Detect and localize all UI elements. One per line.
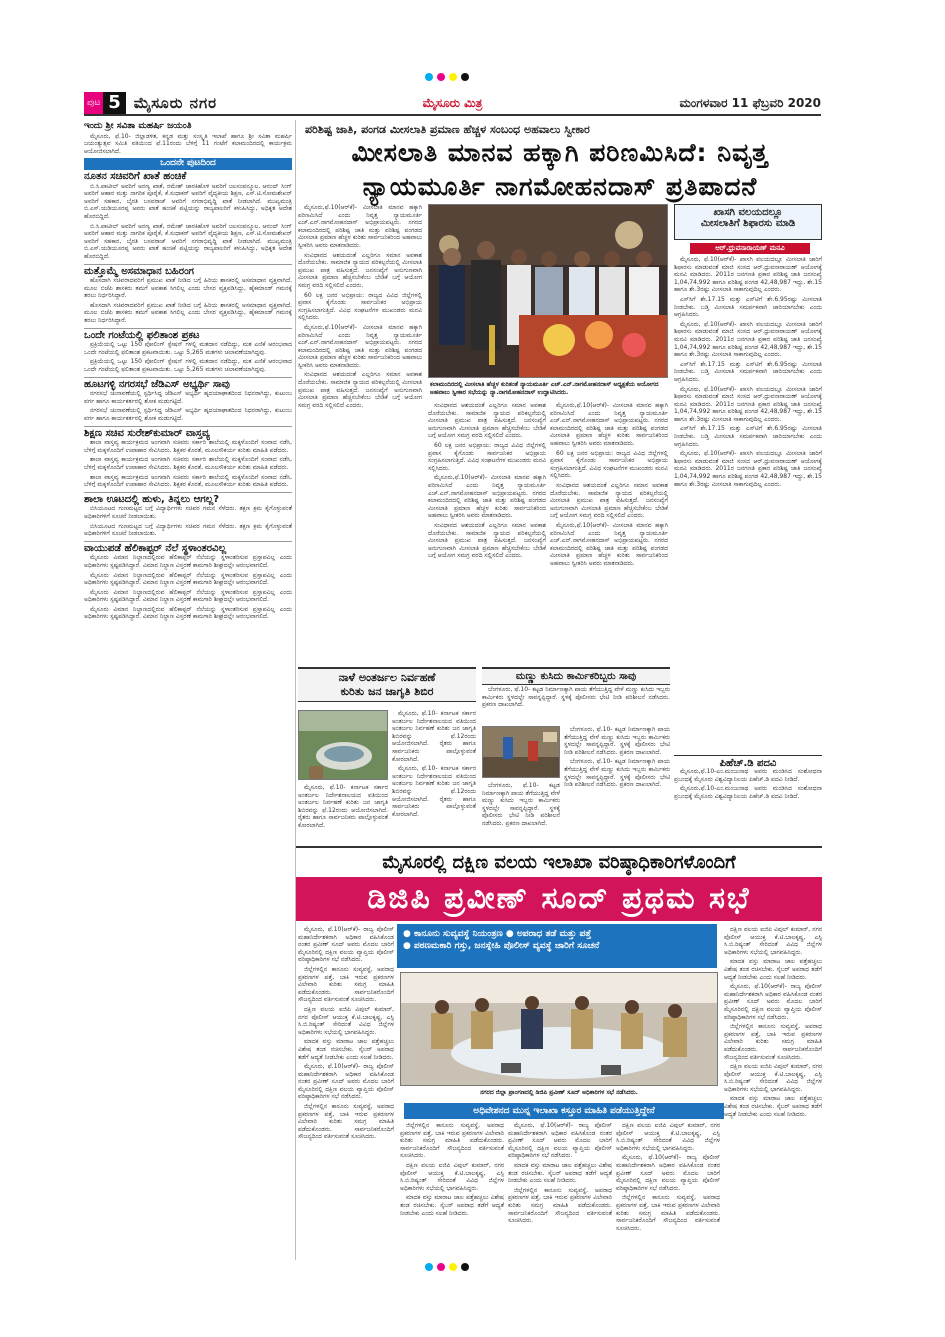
accident-text: ಬೆಂಗಳೂರು, ಫೆ.10- ಕಟ್ಟಡ ನಿರ್ಮಾಣಕ್ಕಾಗಿ ಪಾಯ ತೆಗೆಯುತ್ತಿದ್ದ ವೇಳೆ ಮಣ್ಣು ಕುಸಿದು ಇಬ್ಬರು ಕಾರ್ಮಿಕರು ಸ್ಥಳದಲ್ಲೇ ಸಾವನ್ನಪ್ಪಿದ್ದಾರೆ. ಸ್ಥಳಕ್ಕೆ ಪೊಲೀಸರು ಭೇಟಿ ನೀಡಿ ಪರಿಶೀಲನೆ ನಡೆಸಿದರು. ಪ್ರಕರಣ ದಾಖಲಾಗಿದೆ. — [482, 686, 670, 709]
lead-body: 60 ಲಕ್ಷ ಜನರ ಅಭಿಪ್ರಾಯ: ರಾಜ್ಯದ ವಿವಿಧ ಜಿಲ್ಲೆಗಳಲ್ಲಿ ಪ್ರವಾಸ ಕೈಗೊಂಡು ಸಾರ್ವಜನಿಕರ ಅಭಿಪ್ರಾಯ ಸಂಗ್ರಹಿಸಲಾಗುತ್ತಿದೆ. ವಿವಿಧ ಸಂಘಟನೆಗಳ ಮುಖಂಡರು ಮನವಿ ಸಲ್ಲಿಸಿದರು. — [550, 449, 668, 480]
lead-photo — [428, 204, 668, 378]
story-headline: ಶಿಕ್ಷಣ ಸಚಿವ ಸುರೇಶ್‌ಕುಮಾರ್ ವಾಸ್ತವ್ಯ — [84, 427, 210, 439]
lead-body: ಸಂವಿಧಾನದ ಆಶಯದಂತೆ ಎಲ್ಲರಿಗೂ ಸಮಾನ ಅವಕಾಶ ದೊರೆಯಬೇಕು. ಸಾಮಾಜಿಕ ನ್ಯಾಯದ ಪರಿಕಲ್ಪನೆಯಲ್ಲಿ ಮೀಸಲಾತಿ ಪ್ರಮುಖ ಪಾತ್ರ ವಹಿಸುತ್ತದೆ. ಜನಸಂಖ್ಯೆಗೆ ಅನುಗುಣವಾಗಿ ಮೀಸಲಾತಿ ಪ್ರಮಾಣ ಹೆಚ್ಚಿಸಬೇಕೆಂಬ ಬೇಡಿಕೆ ಬಗ್ಗೆ ಆಯೋಗ ಸಮಗ್ರ ವರದಿ ಸಲ್ಲಿಸಲಿದೆ ಎಂದರು. — [550, 481, 668, 520]
lead-body: 60 ಲಕ್ಷ ಜನರ ಅಭಿಪ್ರಾಯ: ರಾಜ್ಯದ ವಿವಿಧ ಜಿಲ್ಲೆಗಳಲ್ಲಿ ಪ್ರವಾಸ ಕೈಗೊಂಡು ಸಾರ್ವಜನಿಕರ ಅಭಿಪ್ರಾಯ ಸಂಗ್ರಹಿಸಲಾಗುತ್ತಿದೆ. ವಿವಿಧ ಸಂಘಟನೆಗಳ ಮುಖಂಡರು ಮನವಿ ಸಲ್ಲಿಸಿದರು. — [298, 291, 422, 322]
right-body: ಮೈಸೂರು, ಫೆ.10(ಆರ್‌ಕೆ)- ಖಾಸಗಿ ವಲಯದಲ್ಲೂ ಮೀಸಲಾತಿ ಜಾರಿಗೆ ಶಿಫಾರಸು ಮಾಡುವಂತೆ ಮಾಜಿ ಸಂಸದ ಆರ್.ಧ್ರುವನಾರಾಯಣ್ ಆಯೋಗಕ್ಕೆ ಮನವಿ ಮಾಡಿದರು. 2011ರ ಜನಗಣತಿ ಪ್ರಕಾರ ಪರಿಶಿಷ್ಟ ಜಾತಿ ಜನಸಂಖ್ಯೆ 1,04,74,992 ಹಾಗೂ ಪರಿಶಿಷ್ಟ ಪಂಗಡ 42,48,987 ಇದ್ದು, ಶೇ.15 ಹಾಗೂ ಶೇ.3ರಷ್ಟು ಮೀಸಲಾತಿ ಸಾಕಾಗುವುದಿಲ್ಲ ಎಂದರು. — [674, 256, 822, 294]
story-body: ಪ್ರಕ್ರಿಯೆಯಲ್ಲಿ ಒಟ್ಟು 150 ಪೋಲಿಂಗ್ ಸ್ಟೇಷನ್ ಗಳಲ್ಲಿ ಮತದಾನ ನಡೆದಿದ್ದು, ಮತ ಎಣಿಕೆ ಆರಂಭವಾದ ಒಂದೇ ಗಂಟೆಯಲ್ಲಿ ಫಲಿತಾಂಶ ಪ್ರಕಟವಾಯಿತು. ಒಟ್ಟು 5,265 ಮತಗಳು ಚಲಾವಣೆಯಾಗಿದ್ದವು. — [84, 358, 292, 374]
dgp-text: ದಕ್ಷಿಣ ವಲಯ ಐಜಿಪಿ ವಿಪುಲ್ ಕುಮಾರ್, ನಗರ ಪೊಲೀಸ್ ಆಯುಕ್ತ ಕೆ.ಟಿ.ಬಾಲಕೃಷ್ಣ, ಎಸ್ಪಿ ಸಿ.ಬಿ.ರಿಷ್ಯಂತ್ ಸೇರಿದಂತೆ ವಿವಿಧ ಜಿಲ್ಲೆಗಳ ಅಧಿಕಾರಿಗಳು ಸಭೆಯಲ್ಲಿ ಭಾಗವಹಿಸಿದ್ದರು. — [616, 1122, 720, 1152]
workshop-body-2 — [298, 784, 388, 842]
right-body: ಮೈಸೂರು, ಫೆ.10(ಆರ್‌ಕೆ)- ಖಾಸಗಿ ವಲಯದಲ್ಲೂ ಮೀಸಲಾತಿ ಜಾರಿಗೆ ಶಿಫಾರಸು ಮಾಡುವಂತೆ ಮಾಜಿ ಸಂಸದ ಆರ್.ಧ್ರುವನಾರಾಯಣ್ ಆಯೋಗಕ್ಕೆ ಮನವಿ ಮಾಡಿದರು. 2011ರ ಜನಗಣತಿ ಪ್ರಕಾರ ಪರಿಶಿಷ್ಟ ಜಾತಿ ಜನಸಂಖ್ಯೆ 1,04,74,992 ಹಾಗೂ ಪರಿಶಿಷ್ಟ ಪಂಗಡ 42,48,987 ಇದ್ದು, ಶೇ.15 ಹಾಗೂ ಶೇ.3ರಷ್ಟು ಮೀಸಲಾತಿ ಸಾಕಾಗುವುದಿಲ್ಲ ಎಂದರು. — [674, 320, 822, 359]
dgp-body-mid2 — [508, 1122, 612, 1260]
byline: ಆರ್.ಧ್ರುವನಾರಾಯಣ್ ಮನವಿ — [690, 243, 810, 254]
right-body: ಮೈಸೂರು, ಫೆ.10(ಆರ್‌ಕೆ)- ಖಾಸಗಿ ವಲಯದಲ್ಲೂ ಮೀಸಲಾತಿ ಜಾರಿಗೆ ಶಿಫಾರಸು ಮಾಡುವಂತೆ ಮಾಜಿ ಸಂಸದ ಆರ್.ಧ್ರುವನಾರಾಯಣ್ ಆಯೋಗಕ್ಕೆ ಮನವಿ ಮಾಡಿದರು. 2011ರ ಜನಗಣತಿ ಪ್ರಕಾರ ಪರಿಶಿಷ್ಟ ಜಾತಿ ಜನಸಂಖ್ಯೆ 1,04,74,992 ಹಾಗೂ ಪರಿಶಿಷ್ಟ ಪಂಗಡ 42,48,987 ಇದ್ದು, ಶೇ.15 ಹಾಗೂ ಶೇ.3ರಷ್ಟು ಮೀಸಲಾತಿ ಸಾಕಾಗುವುದಿಲ್ಲ ಎಂದರು. — [674, 385, 822, 423]
accident-headline: ಮಣ್ಣು ಕುಸಿದು ಕಾರ್ಮಿಕರಿಬ್ಬರು ಸಾವು — [482, 667, 670, 685]
page-number: 5 — [103, 92, 126, 114]
story-body: ನಗರಸಭೆ ಚುನಾವಣೆಯಲ್ಲಿ ಸ್ಪರ್ಧಿಸಿದ್ದ ಜೆಡಿಎಸ್ ಅಭ್ಯರ್ಥಿ ಹೃದಯಾಘಾತದಿಂದ ನಿಧನರಾಗಿದ್ದು, ಕುಟುಂಬ ವರ್ಗ ಹಾಗೂ ಕಾರ್ಯಕರ್ತರಲ್ಲಿ ಶೋಕ ಮಡುಗಟ್ಟಿದೆ. — [84, 407, 292, 422]
lead-body-column-2 — [428, 402, 546, 664]
dgp-body-mid1 — [400, 1122, 504, 1260]
dgp-text: ಮಾದಕ ವಸ್ತು ಮಾರಾಟ ಜಾಲ ಪತ್ತೆಹಚ್ಚಲು ವಿಶೇಷ ತಂಡ ರಚಿಸಬೇಕು. ಸೈಬರ್ ಅಪರಾಧ ತಡೆಗೆ ಆದ್ಯತೆ ನೀಡಬೇಕು ಎಂದು ಸಲಹೆ ನೀಡಿದರು. — [400, 1194, 504, 1217]
newspaper-name: ಮೈಸೂರು ಮಿತ್ರ — [422, 95, 483, 110]
lead-headline-line1: ಮೀಸಲಾತಿ ಮಾನವ ಹಕ್ಕಾಗಿ ಪರಿಣಮಿಸಿದೆ: ನಿವೃತ್ತ — [351, 138, 769, 167]
story-headline: ಹೂಟಗಳ್ಳಿ ನಗರಸಭೆ ಜೆಡಿಎಸ್ ಅಭ್ಯರ್ಥಿ ಸಾವು — [84, 378, 230, 390]
story-body: ಶಾಲಾ ವಾಸ್ತವ್ಯ ಕಾರ್ಯಕ್ರಮದ ಅಂಗವಾಗಿ ಸಚಿವರು ಸರ್ಕಾರಿ ಶಾಲೆಯಲ್ಲಿ ಮಕ್ಕಳೊಂದಿಗೆ ಸಂವಾದ ನಡೆಸಿ, ಬೆಳಿಗ್ಗೆ ಮಕ್ಕಳೊಂದಿಗೆ ಉಪಾಹಾರ ಸೇವಿಸಿದರು. ಶಿಕ್ಷಕರ ಕೊರತೆ, ಮೂಲಸೌಕರ್ಯ ಕುರಿತು ಮಾಹಿತಿ ಪಡೆದರು. — [84, 439, 292, 454]
phd-body — [674, 768, 822, 840]
story-headline: ವಾಯುಪಡೆ ಹೆಲಿಕಾಪ್ಟರ್ ನೆಲೆ ಸ್ಥಳಾಂತರವಿಲ್ಲ — [84, 542, 227, 554]
dgp-text: ದಕ್ಷಿಣ ವಲಯ ಐಜಿಪಿ ವಿಪುಲ್ ಕುಮಾರ್, ನಗರ ಪೊಲೀಸ್ ಆಯುಕ್ತ ಕೆ.ಟಿ.ಬಾಲಕೃಷ್ಣ, ಎಸ್ಪಿ ಸಿ.ಬಿ.ರಿಷ್ಯಂತ್ ಸೇರಿದಂತೆ ವಿವಿಧ ಜಿಲ್ಲೆಗಳ ಅಧಿಕಾರಿಗಳು ಸಭೆಯಲ್ಲಿ ಭಾಗವಹಿಸಿದ್ದರು. — [298, 1005, 394, 1036]
story-body: ಶಾಲಾ ವಾಸ್ತವ್ಯ ಕಾರ್ಯಕ್ರಮದ ಅಂಗವಾಗಿ ಸಚಿವರು ಸರ್ಕಾರಿ ಶಾಲೆಯಲ್ಲಿ ಮಕ್ಕಳೊಂದಿಗೆ ಸಂವಾದ ನಡೆಸಿ, ಬೆಳಿಗ್ಗೆ ಮಕ್ಕಳೊಂದಿಗೆ ಉಪಾಹಾರ ಸೇವಿಸಿದರು. ಶಿಕ್ಷಕರ ಕೊರತೆ, ಮೂಲಸೌಕರ್ಯ ಕುರಿತು ಮಾಹಿತಿ ಪಡೆದರು. — [84, 456, 292, 471]
story-body: ಮೈಸೂರು ವಿಮಾನ ನಿಲ್ದಾಣದಲ್ಲಿರುವ ಹೆಲಿಕಾಪ್ಟರ್ ನೆಲೆಯನ್ನು ಸ್ಥಳಾಂತರಿಸುವ ಪ್ರಸ್ತಾಪವಿಲ್ಲ ಎಂದು ಅಧಿಕಾರಿಗಳು ಸ್ಪಷ್ಟಪಡಿಸಿದ್ದಾರೆ. ವಿಮಾನ ನಿಲ್ದಾಣ ವಿಸ್ತರಣೆ ಕಾಮಗಾರಿ ಶೀಘ್ರದಲ್ಲೇ ಆರಂಭವಾಗಲಿದೆ. — [84, 571, 292, 587]
lead-photo-caption: ಕಲಾಮಂದಿರದಲ್ಲಿ ಮೀಸಲಾತಿ ಹೆಚ್ಚಳ ಕುರಿತಂತೆ ನ್ಯಾಯಮೂರ್ತಿ ಎಚ್.ಎನ್.ನಾಗಮೋಹನದಾಸ್ ಅಧ್ಯಕ್ಷತೆಯ ಆಯೋಗದ ಅಹವಾಲು ಸ್ವೀಕಾರ ಸಭೆಯನ್ನು ನ್ಯಾ.ನಾಗಮೋಹನದಾಸ್ ಉದ್ಘಾಟಿಸಿದರು. — [430, 381, 659, 396]
dgp-text: ಮೈಸೂರು, ಫೆ.10(ಆರ್‌ಕೆ)- ರಾಜ್ಯ ಪೊಲೀಸ್ ಮಹಾನಿರ್ದೇಶಕರಾಗಿ ಅಧಿಕಾರ ವಹಿಸಿಕೊಂಡ ನಂತರ ಪ್ರವೀಣ್ ಸೂದ್ ಅವರು ಮೊದಲ ಬಾರಿಗೆ ಮೈಸೂರಿನಲ್ಲಿ ದಕ್ಷಿಣ ವಲಯ ವ್ಯಾಪ್ತಿಯ ಪೊಲೀಸ್ ವರಿಷ್ಠಾಧಿಕಾರಿಗಳ ಸಭೆ ನಡೆಸಿದರು. — [508, 1122, 612, 1160]
right-body: ಮೈಸೂರು, ಫೆ.10(ಆರ್‌ಕೆ)- ಖಾಸಗಿ ವಲಯದಲ್ಲೂ ಮೀಸಲಾತಿ ಜಾರಿಗೆ ಶಿಫಾರಸು ಮಾಡುವಂತೆ ಮಾಜಿ ಸಂಸದ ಆರ್.ಧ್ರುವನಾರಾಯಣ್ ಆಯೋಗಕ್ಕೆ ಮನವಿ ಮಾಡಿದರು. 2011ರ ಜನಗಣತಿ ಪ್ರಕಾರ ಪರಿಶಿಷ್ಟ ಜಾತಿ ಜನಸಂಖ್ಯೆ 1,04,74,992 ಹಾಗೂ ಪರಿಶಿಷ್ಟ ಪಂಗಡ 42,48,987 ಇದ್ದು, ಶೇ.15 ಹಾಗೂ ಶೇ.3ರಷ್ಟು ಮೀಸಲಾತಿ ಸಾಕಾಗುವುದಿಲ್ಲ ಎಂದರು. — [674, 450, 822, 488]
headline-line: ಖಾಸಗಿ ವಲಯದಲ್ಲೂ — [713, 207, 783, 218]
story-body: ಶಾಲಾ ವಾಸ್ತವ್ಯ ಕಾರ್ಯಕ್ರಮದ ಅಂಗವಾಗಿ ಸಚಿವರು ಸರ್ಕಾರಿ ಶಾಲೆಯಲ್ಲಿ ಮಕ್ಕಳೊಂದಿಗೆ ಸಂವಾದ ನಡೆಸಿ, ಬೆಳಿಗ್ಗೆ ಮಕ್ಕಳೊಂದಿಗೆ ಉಪಾಹಾರ ಸೇವಿಸಿದರು. ಶಿಕ್ಷಕರ ಕೊರತೆ, ಮೂಲಸೌಕರ್ಯ ಕುರಿತು ಮಾಹಿತಿ ಪಡೆದರು. — [84, 473, 292, 489]
story-headline: ನೂತನ ಸಚಿವರಿಗೆ ಖಾತೆ ಹಂಚಿಕೆ — [84, 170, 187, 182]
dgp-text: ಮಾದಕ ವಸ್ತು ಮಾರಾಟ ಜಾಲ ಪತ್ತೆಹಚ್ಚಲು ವಿಶೇಷ ತಂಡ ರಚಿಸಬೇಕು. ಸೈಬರ್ ಅಪರಾಧ ತಡೆಗೆ ಆದ್ಯತೆ ನೀಡಬೇಕು ಎಂದು ಸಲಹೆ ನೀಡಿದರು. — [724, 1095, 822, 1118]
private-sector-reservation-headline — [674, 204, 822, 240]
story-body: ಹೊಸದಾಗಿ ಸಚಿವರಾದವರಿಗೆ ಪ್ರಮುಖ ಖಾತೆ ನೀಡಿದ ಬಗ್ಗೆ ಹಿರಿಯ ಶಾಸಕರಲ್ಲಿ ಅಸಮಾಧಾನ ವ್ಯಕ್ತವಾಗಿದೆ. ಮೂಲ ಬಿಜೆಪಿ ಶಾಸಕರು ತಮಗೆ ಅವಕಾಶ ಸಿಗಲಿಲ್ಲ ಎಂದು ಬೇಸರ ವ್ಯಕ್ತಪಡಿಸಿದ್ದು, ಹೈಕಮಾಂಡ್ ಗಮನಕ್ಕೆ ತರಲು ನಿರ್ಧರಿಸಿದ್ದಾರೆ. — [84, 301, 292, 325]
dgp-text: ಜಿಲ್ಲೆಗಳಲ್ಲಿನ ಕಾನೂನು ಸುವ್ಯವಸ್ಥೆ, ಅಪರಾಧ ಪ್ರಕರಣಗಳ ಪತ್ತೆ, ಬಾಕಿ ಇರುವ ಪ್ರಕರಣಗಳ ವಿಲೇವಾರಿ ಕುರಿತು ಸಮಗ್ರ ಮಾಹಿತಿ ಪಡೆದುಕೊಂಡರು. ಸಾರ್ವಜನಿಕರೊಂದಿಗೆ ಸೌಜನ್ಯದಿಂದ ವರ್ತಿಸುವಂತೆ ಸೂಚಿಸಿದರು. — [400, 1122, 504, 1160]
dgp-text: ಮಾದಕ ವಸ್ತು ಮಾರಾಟ ಜಾಲ ಪತ್ತೆಹಚ್ಚಲು ವಿಶೇಷ ತಂಡ ರಚಿಸಬೇಕು. ಸೈಬರ್ ಅಪರಾಧ ತಡೆಗೆ ಆದ್ಯತೆ ನೀಡಬೇಕು ಎಂದು ಸಲಹೆ ನೀಡಿದರು. — [508, 1161, 612, 1185]
workshop-photo — [298, 710, 388, 780]
dgp-text: ಜಿಲ್ಲೆಗಳಲ್ಲಿನ ಕಾನೂನು ಸುವ್ಯವಸ್ಥೆ, ಅಪರಾಧ ಪ್ರಕರಣಗಳ ಪತ್ತೆ, ಬಾಕಿ ಇರುವ ಪ್ರಕರಣಗಳ ವಿಲೇವಾರಿ ಕುರಿತು ಸಮಗ್ರ ಮಾಹಿತಿ ಪಡೆದುಕೊಂಡರು. ಸಾರ್ವಜನಿಕರೊಂದಿಗೆ ಸೌಜನ್ಯದಿಂದ ವರ್ತಿಸುವಂತೆ ಸೂಚಿಸಿದರು. — [724, 1023, 822, 1061]
dgp-text: ಜಿಲ್ಲೆಗಳಲ್ಲಿನ ಕಾನೂನು ಸುವ್ಯವಸ್ಥೆ, ಅಪರಾಧ ಪ್ರಕರಣಗಳ ಪತ್ತೆ, ಬಾಕಿ ಇರುವ ಪ್ರಕರಣಗಳ ವಿಲೇವಾರಿ ಕುರಿತು ಸಮಗ್ರ ಮಾಹಿತಿ ಪಡೆದುಕೊಂಡರು. ಸಾರ್ವಜನಿಕರೊಂದಿಗೆ ಸೌಜನ್ಯದಿಂದ ವರ್ತಿಸುವಂತೆ ಸೂಚಿಸಿದರು. — [298, 965, 394, 1004]
registration-mark-bottom — [425, 1263, 469, 1271]
headline-line: ಕುರಿತು ಜನ ಜಾಗೃತಿ ಶಿಬಿರ — [340, 685, 434, 698]
accident-body-3 — [482, 782, 560, 842]
story-headline: ಶಾಲಾ ಊಟದಲ್ಲಿ ಹುಳು, ತಿನ್ನಲು ಆಗಲ್ಲ? — [84, 493, 220, 505]
page-word: ಪುಟ — [84, 92, 103, 114]
dgp-meeting-photo — [400, 972, 718, 1086]
jayanthi-headline: ಇಂದು ಶ್ರೀ ಸವಿತಾ ಮಹರ್ಷಿ ಜಯಂತಿ — [84, 121, 192, 131]
lead-body: ಮೈಸೂರು,ಫೆ.10(ಆರ್‌ಕೆ)- ಮೀಸಲಾತಿ ಮಾನವ ಹಕ್ಕಾಗಿ ಪರಿಣಮಿಸಿದೆ ಎಂದು ನಿವೃತ್ತ ನ್ಯಾಯಮೂರ್ತಿ ಎಚ್.ಎನ್.ನಾಗಮೋಹನದಾಸ್ ಅಭಿಪ್ರಾಯಪಟ್ಟರು. ನಗರದ ಕಲಾಮಂದಿರದಲ್ಲಿ ಪರಿಶಿಷ್ಟ ಜಾತಿ ಮತ್ತು ಪರಿಶಿಷ್ಟ ಪಂಗಡದ ಮೀಸಲಾತಿ ಪ್ರಮಾಣ ಹೆಚ್ಚಳ ಕುರಿತು ಸಾರ್ವಜನಿಕರಿಂದ ಅಹವಾಲು ಸ್ವೀಕರಿಸಿ ಅವರು ಮಾತನಾಡಿದರು. — [298, 323, 422, 369]
story-body: ಬಿಸಿಯೂಟದ ಗುಣಮಟ್ಟದ ಬಗ್ಗೆ ವಿದ್ಯಾರ್ಥಿಗಳು ಸಚಿವರ ಗಮನ ಸೆಳೆದರು. ತಕ್ಷಣ ಕ್ರಮ ಕೈಗೊಳ್ಳುವಂತೆ ಅಧಿಕಾರಿಗಳಿಗೆ ಸೂಚನೆ ನೀಡಲಾಯಿತು. — [84, 522, 292, 538]
dgp-strip: ಅಧಿವೇಶನದ ಮುನ್ನ ಇಲಾಖಾ ಕಸ್ತೂರ ಮಾಹಿತಿ ಪಡೆಯುತ್ತಿದ್ದೇನೆ — [404, 1103, 724, 1119]
lead-body: ಸಂವಿಧಾನದ ಆಶಯದಂತೆ ಎಲ್ಲರಿಗೂ ಸಮಾನ ಅವಕಾಶ ದೊರೆಯಬೇಕು. ಸಾಮಾಜಿಕ ನ್ಯಾಯದ ಪರಿಕಲ್ಪನೆಯಲ್ಲಿ ಮೀಸಲಾತಿ ಪ್ರಮುಖ ಪಾತ್ರ ವಹಿಸುತ್ತದೆ. ಜನಸಂಖ್ಯೆಗೆ ಅನುಗುಣವಾಗಿ ಮೀಸಲಾತಿ ಪ್ರಮಾಣ ಹೆಚ್ಚಿಸಬೇಕೆಂಬ ಬೇಡಿಕೆ ಬಗ್ಗೆ ಆಯೋಗ ಸಮಗ್ರ ವರದಿ ಸಲ್ಲಿಸಲಿದೆ ಎಂದರು. — [428, 521, 546, 560]
lead-body: ಮೈಸೂರು,ಫೆ.10(ಆರ್‌ಕೆ)- ಮೀಸಲಾತಿ ಮಾನವ ಹಕ್ಕಾಗಿ ಪರಿಣಮಿಸಿದೆ ಎಂದು ನಿವೃತ್ತ ನ್ಯಾಯಮೂರ್ತಿ ಎಚ್.ಎನ್.ನಾಗಮೋಹನದಾಸ್ ಅಭಿಪ್ರಾಯಪಟ್ಟರು. ನಗರದ ಕಲಾಮಂದಿರದಲ್ಲಿ ಪರಿಶಿಷ್ಟ ಜಾತಿ ಮತ್ತು ಪರಿಶಿಷ್ಟ ಪಂಗಡದ ಮೀಸಲಾತಿ ಪ್ರಮಾಣ ಹೆಚ್ಚಳ ಕುರಿತು ಸಾರ್ವಜನಿಕರಿಂದ ಅಹವಾಲು ಸ್ವೀಕರಿಸಿ ಅವರು ಮಾತನಾಡಿದರು. — [550, 521, 668, 567]
lead-body: ಮೈಸೂರು,ಫೆ.10(ಆರ್‌ಕೆ)- ಮೀಸಲಾತಿ ಮಾನವ ಹಕ್ಕಾಗಿ ಪರಿಣಮಿಸಿದೆ ಎಂದು ನಿವೃತ್ತ ನ್ಯಾಯಮೂರ್ತಿ ಎಚ್.ಎನ್.ನಾಗಮೋಹನದಾಸ್ ಅಭಿಪ್ರಾಯಪಟ್ಟರು. ನಗರದ ಕಲಾಮಂದಿರದಲ್ಲಿ ಪರಿಶಿಷ್ಟ ಜಾತಿ ಮತ್ತು ಪರಿಶಿಷ್ಟ ಪಂಗಡದ ಮೀಸಲಾತಿ ಪ್ರಮಾಣ ಹೆಚ್ಚಳ ಕುರಿತು ಸಾರ್ವಜನಿಕರಿಂದ ಅಹವಾಲು ಸ್ವೀಕರಿಸಿ ಅವರು ಮಾತನಾಡಿದರು. — [550, 402, 668, 447]
jayanthi-body: ಮೈಸೂರು, ಫೆ.10- ಜಿಲ್ಲಾಡಳಿತ, ಕನ್ನಡ ಮತ್ತು ಸಂಸ್ಕೃತಿ ಇಲಾಖೆ ಹಾಗೂ ಶ್ರೀ ಸವಿತಾ ಮಹರ್ಷಿ ಜಯಂತ್ಯುತ್ಸವ ಸಮಿತಿ ವತಿಯಿಂದ ಫೆ.11ರಂದು ಬೆಳಿಗ್ಗೆ 11 ಗಂಟೆಗೆ ಕಲಾಮಂದಿರದಲ್ಲಿ ಕಾರ್ಯಕ್ರಮ ಆಯೋಜಿಸಲಾಗಿದೆ. — [84, 132, 292, 155]
workshop-text: ಮೈಸೂರು, ಫೆ.10- ಕರ್ನಾಟಕ ಸರ್ಕಾರ ಅಂತರ್ಜಲ ನಿರ್ದೇಶನಾಲಯದ ವತಿಯಿಂದ ಅಂತರ್ಜಲ ನಿರ್ವಹಣೆ ಕುರಿತು ಜನ ಜಾಗೃತಿ ಶಿಬಿರವನ್ನು ಫೆ.12ರಂದು ಆಯೋಜಿಸಲಾಗಿದೆ. ರೈತರು ಹಾಗೂ ಸಾರ್ವಜನಿಕರು ಪಾಲ್ಗೊಳ್ಳುವಂತೆ ಕೋರಲಾಗಿದೆ. — [392, 710, 476, 763]
lead-body: ಸಂವಿಧಾನದ ಆಶಯದಂತೆ ಎಲ್ಲರಿಗೂ ಸಮಾನ ಅವಕಾಶ ದೊರೆಯಬೇಕು. ಸಾಮಾಜಿಕ ನ್ಯಾಯದ ಪರಿಕಲ್ಪನೆಯಲ್ಲಿ ಮೀಸಲಾತಿ ಪ್ರಮುಖ ಪಾತ್ರ ವಹಿಸುತ್ತದೆ. ಜನಸಂಖ್ಯೆಗೆ ಅನುಗುಣವಾಗಿ ಮೀಸಲಾತಿ ಪ್ರಮಾಣ ಹೆಚ್ಚಿಸಬೇಕೆಂಬ ಬೇಡಿಕೆ ಬಗ್ಗೆ ಆಯೋಗ ಸಮಗ್ರ ವರದಿ ಸಲ್ಲಿಸಲಿದೆ ಎಂದರು. — [298, 251, 422, 289]
workshop-body — [392, 710, 476, 840]
dgp-body-mid3 — [616, 1122, 720, 1260]
story-body: ಮೈಸೂರು ವಿಮಾನ ನಿಲ್ದಾಣದಲ್ಲಿರುವ ಹೆಲಿಕಾಪ್ಟರ್ ನೆಲೆಯನ್ನು ಸ್ಥಳಾಂತರಿಸುವ ಪ್ರಸ್ತಾಪವಿಲ್ಲ ಎಂದು ಅಧಿಕಾರಿಗಳು ಸ್ಪಷ್ಟಪಡಿಸಿದ್ದಾರೆ. ವಿಮಾನ ನಿಲ್ದಾಣ ವಿಸ್ತರಣೆ ಕಾಮಗಾರಿ ಶೀಘ್ರದಲ್ಲೇ ಆರಂಭವಾಗಲಿದೆ. — [84, 605, 292, 621]
right-body: ಎಸ್‌ಸಿಗೆ ಶೇ.17.15 ಮತ್ತು ಎಸ್‌ಟಿಗೆ ಶೇ.6.95ರಷ್ಟು ಮೀಸಲಾತಿ ನೀಡಬೇಕು. ಬಡ್ತಿ ಮೀಸಲಾತಿ ಸಮರ್ಪಕವಾಗಿ ಜಾರಿಯಾಗಬೇಕು ಎಂದು ಆಗ್ರಹಿಸಿದರು. — [674, 360, 822, 383]
phd-text: ಮೈಸೂರು,ಫೆ.10-ಎಂ.ಮಂಜುನಾಥ ಅವರು ಮಂಡಿಸಿದ ಸಂಶೋಧನಾ ಪ್ರಬಂಧಕ್ಕೆ ಮೈಸೂರು ವಿಶ್ವವಿದ್ಯಾನಿಲಯ ಪಿಹೆಚ್.ಡಿ ಪದವಿ ನೀಡಿದೆ. — [674, 768, 822, 783]
accident-text: ಬೆಂಗಳೂರು, ಫೆ.10- ಕಟ್ಟಡ ನಿರ್ಮಾಣಕ್ಕಾಗಿ ಪಾಯ ತೆಗೆಯುತ್ತಿದ್ದ ವೇಳೆ ಮಣ್ಣು ಕುಸಿದು ಇಬ್ಬರು ಕಾರ್ಮಿಕರು ಸ್ಥಳದಲ್ಲೇ ಸಾವನ್ನಪ್ಪಿದ್ದಾರೆ. ಸ್ಥಳಕ್ಕೆ ಪೊಲೀಸರು ಭೇಟಿ ನೀಡಿ ಪರಿಶೀಲನೆ ನಡೆಸಿದರು. ಪ್ರಕರಣ ದಾಖಲಾಗಿದೆ. — [564, 758, 670, 789]
story-body: ಬಿ.ಸಿ.ಪಾಟೀಲ್ ಅವರಿಗೆ ಅರಣ್ಯ ಖಾತೆ, ರಮೇಶ್ ಜಾರಕಿಹೊಳಿ ಅವರಿಗೆ ಜಲಸಂಪನ್ಮೂಲ, ಆನಂದ್ ಸಿಂಗ್ ಅವರಿಗೆ ಆಹಾರ ಮತ್ತು ನಾಗರಿಕ ಪೂರೈಕೆ, ಕೆ.ಸುಧಾಕರ್ ಅವರಿಗೆ ವೈದ್ಯಕೀಯ ಶಿಕ್ಷಣ, ಎಸ್.ಟಿ.ಸೋಮಶೇಖರ್ ಅವರಿಗೆ ಸಹಕಾರ, ಬೈರತಿ ಬಸವರಾಜ್ ಅವರಿಗೆ ನಗರಾಭಿವೃದ್ಧಿ ಖಾತೆ ನೀಡಲಾಗಿದೆ. ಮುಖ್ಯಮಂತ್ರಿ ಬಿ.ಎಸ್.ಯಡಿಯೂರಪ್ಪ ಅವರು ಖಾತೆ ಹಂಚಿಕೆ ಪಟ್ಟಿಯನ್ನು ರಾಜ್ಯಪಾಲರಿಗೆ ಕಳುಹಿಸಿದ್ದು, ಅಧಿಕೃತ ಆದೇಶ ಹೊರಬಿದ್ದಿದೆ. — [84, 222, 292, 260]
lead-body: 60 ಲಕ್ಷ ಜನರ ಅಭಿಪ್ರಾಯ: ರಾಜ್ಯದ ವಿವಿಧ ಜಿಲ್ಲೆಗಳಲ್ಲಿ ಪ್ರವಾಸ ಕೈಗೊಂಡು ಸಾರ್ವಜನಿಕರ ಅಭಿಪ್ರಾಯ ಸಂಗ್ರಹಿಸಲಾಗುತ್ತಿದೆ. ವಿವಿಧ ಸಂಘಟನೆಗಳ ಮುಖಂಡರು ಮನವಿ ಸಲ್ಲಿಸಿದರು. — [428, 441, 546, 472]
right-top-column — [674, 256, 822, 748]
right-body: ಎಸ್‌ಸಿಗೆ ಶೇ.17.15 ಮತ್ತು ಎಸ್‌ಟಿಗೆ ಶೇ.6.95ರಷ್ಟು ಮೀಸಲಾತಿ ನೀಡಬೇಕು. ಬಡ್ತಿ ಮೀಸಲಾತಿ ಸಮರ್ಪಕವಾಗಿ ಜಾರಿಯಾಗಬೇಕು ಎಂದು ಆಗ್ರಹಿಸಿದರು. — [674, 425, 822, 448]
bullet-line: ● ಪಠಣಮಕಾರಿ ಗಸ್ತು, ಜನಸ್ನೇಹಿ ಪೊಲೀಸ್ ವ್ಯವಸ್ಥೆ ಜಾರಿಗೆ ಸೂಚನೆ — [403, 941, 600, 951]
accident-text: ಬೆಂಗಳೂರು, ಫೆ.10- ಕಟ್ಟಡ ನಿರ್ಮಾಣಕ್ಕಾಗಿ ಪಾಯ ತೆಗೆಯುತ್ತಿದ್ದ ವೇಳೆ ಮಣ್ಣು ಕುಸಿದು ಇಬ್ಬರು ಕಾರ್ಮಿಕರು ಸ್ಥಳದಲ್ಲೇ ಸಾವನ್ನಪ್ಪಿದ್ದಾರೆ. ಸ್ಥಳಕ್ಕೆ ಪೊಲೀಸರು ಭೇಟಿ ನೀಡಿ ಪರಿಶೀಲನೆ ನಡೆಸಿದರು. ಪ್ರಕರಣ ದಾಖಲಾಗಿದೆ. — [564, 726, 670, 756]
continued-tag: ಒಂದನೇ ಪುಟದಿಂದ — [84, 158, 292, 170]
dgp-text: ಮೈಸೂರು, ಫೆ.10(ಆರ್‌ಕೆ)- ರಾಜ್ಯ ಪೊಲೀಸ್ ಮಹಾನಿರ್ದೇಶಕರಾಗಿ ಅಧಿಕಾರ ವಹಿಸಿಕೊಂಡ ನಂತರ ಪ್ರವೀಣ್ ಸೂದ್ ಅವರು ಮೊದಲ ಬಾರಿಗೆ ಮೈಸೂರಿನಲ್ಲಿ ದಕ್ಷಿಣ ವಲಯ ವ್ಯಾಪ್ತಿಯ ಪೊಲೀಸ್ ವರಿಷ್ಠಾಧಿಕಾರಿಗಳ ಸಭೆ ನಡೆಸಿದರು. — [298, 1063, 394, 1101]
accident-body-2 — [564, 726, 670, 842]
dgp-text: ಜಿಲ್ಲೆಗಳಲ್ಲಿನ ಕಾನೂನು ಸುವ್ಯವಸ್ಥೆ, ಅಪರಾಧ ಪ್ರಕರಣಗಳ ಪತ್ತೆ, ಬಾಕಿ ಇರುವ ಪ್ರಕರಣಗಳ ವಿಲೇವಾರಿ ಕುರಿತು ಸಮಗ್ರ ಮಾಹಿತಿ ಪಡೆದುಕೊಂಡರು. ಸಾರ್ವಜನಿಕರೊಂದಿಗೆ ಸೌಜನ್ಯದಿಂದ ವರ್ತಿಸುವಂತೆ ಸೂಚಿಸಿದರು. — [508, 1186, 612, 1225]
accident-body — [482, 686, 670, 724]
registration-mark-top — [425, 73, 469, 81]
story-headline: ಮತ್ತೊಮ್ಮೆ ಅಸಮಾಧಾನ ಬಹಿರಂಗ — [84, 265, 194, 277]
headline-line: ಮೀಸಲಾತಿಗೆ ಶಿಫಾರಸು ಮಾಡಿ — [700, 218, 796, 229]
story-body: ಬಿ.ಸಿ.ಪಾಟೀಲ್ ಅವರಿಗೆ ಅರಣ್ಯ ಖಾತೆ, ರಮೇಶ್ ಜಾರಕಿಹೊಳಿ ಅವರಿಗೆ ಜಲಸಂಪನ್ಮೂಲ, ಆನಂದ್ ಸಿಂಗ್ ಅವರಿಗೆ ಆಹಾರ ಮತ್ತು ನಾಗರಿಕ ಪೂರೈಕೆ, ಕೆ.ಸುಧಾಕರ್ ಅವರಿಗೆ ವೈದ್ಯಕೀಯ ಶಿಕ್ಷಣ, ಎಸ್.ಟಿ.ಸೋಮಶೇಖರ್ ಅವರಿಗೆ ಸಹಕಾರ, ಬೈರತಿ ಬಸವರಾಜ್ ಅವರಿಗೆ ನಗರಾಭಿವೃದ್ಧಿ ಖಾತೆ ನೀಡಲಾಗಿದೆ. ಮುಖ್ಯಮಂತ್ರಿ ಬಿ.ಎಸ್.ಯಡಿಯೂರಪ್ಪ ಅವರು ಖಾತೆ ಹಂಚಿಕೆ ಪಟ್ಟಿಯನ್ನು ರಾಜ್ಯಪಾಲರಿಗೆ ಕಳುಹಿಸಿದ್ದು, ಅಧಿಕೃತ ಆದೇಶ ಹೊರಬಿದ್ದಿದೆ. — [84, 182, 292, 220]
lead-body: ಮೈಸೂರು,ಫೆ.10(ಆರ್‌ಕೆ)- ಮೀಸಲಾತಿ ಮಾನವ ಹಕ್ಕಾಗಿ ಪರಿಣಮಿಸಿದೆ ಎಂದು ನಿವೃತ್ತ ನ್ಯಾಯಮೂರ್ತಿ ಎಚ್.ಎನ್.ನಾಗಮೋಹನದಾಸ್ ಅಭಿಪ್ರಾಯಪಟ್ಟರು. ನಗರದ ಕಲಾಮಂದಿರದಲ್ಲಿ ಪರಿಶಿಷ್ಟ ಜಾತಿ ಮತ್ತು ಪರಿಶಿಷ್ಟ ಪಂಗಡದ ಮೀಸಲಾತಿ ಪ್ರಮಾಣ ಹೆಚ್ಚಳ ಕುರಿತು ಸಾರ್ವಜನಿಕರಿಂದ ಅಹವಾಲು ಸ್ವೀಕರಿಸಿ ಅವರು ಮಾತನಾಡಿದರು. — [298, 204, 422, 249]
left-column — [84, 120, 292, 1260]
workshop-text: ಮೈಸೂರು, ಫೆ.10- ಕರ್ನಾಟಕ ಸರ್ಕಾರ ಅಂತರ್ಜಲ ನಿರ್ದೇಶನಾಲಯದ ವತಿಯಿಂದ ಅಂತರ್ಜಲ ನಿರ್ವಹಣೆ ಕುರಿತು ಜನ ಜಾಗೃತಿ ಶಿಬಿರವನ್ನು ಫೆ.12ರಂದು ಆಯೋಜಿಸಲಾಗಿದೆ. ರೈತರು ಹಾಗೂ ಸಾರ್ವಜನಿಕರು ಪಾಲ್ಗೊಳ್ಳುವಂತೆ ಕೋರಲಾಗಿದೆ. — [298, 784, 388, 829]
dgp-headline: ಡಿಜಿಪಿ ಪ್ರವೀಣ್ ಸೂದ್ ಪ್ರಥಮ ಸಭೆ — [296, 877, 822, 921]
issue-date: ಮಂಗಳವಾರ 11 ಫೆಬ್ರವರಿ 2020 — [679, 95, 821, 110]
story-body: ಮೈಸೂರು ವಿಮಾನ ನಿಲ್ದಾಣದಲ್ಲಿರುವ ಹೆಲಿಕಾಪ್ಟರ್ ನೆಲೆಯನ್ನು ಸ್ಥಳಾಂತರಿಸುವ ಪ್ರಸ್ತಾಪವಿಲ್ಲ ಎಂದು ಅಧಿಕಾರಿಗಳು ಸ್ಪಷ್ಟಪಡಿಸಿದ್ದಾರೆ. ವಿಮಾನ ನಿಲ್ದಾಣ ವಿಸ್ತರಣೆ ಕಾಮಗಾರಿ ಶೀಘ್ರದಲ್ಲೇ ಆರಂಭವಾಗಲಿದೆ. — [84, 554, 292, 569]
story-body: ಬಿಸಿಯೂಟದ ಗುಣಮಟ್ಟದ ಬಗ್ಗೆ ವಿದ್ಯಾರ್ಥಿಗಳು ಸಚಿವರ ಗಮನ ಸೆಳೆದರು. ತಕ್ಷಣ ಕ್ರಮ ಕೈಗೊಳ್ಳುವಂತೆ ಅಧಿಕಾರಿಗಳಿಗೆ ಸೂಚನೆ ನೀಡಲಾಯಿತು. — [84, 505, 292, 520]
lead-body: ಸಂವಿಧಾನದ ಆಶಯದಂತೆ ಎಲ್ಲರಿಗೂ ಸಮಾನ ಅವಕಾಶ ದೊರೆಯಬೇಕು. ಸಾಮಾಜಿಕ ನ್ಯಾಯದ ಪರಿಕಲ್ಪನೆಯಲ್ಲಿ ಮೀಸಲಾತಿ ಪ್ರಮುಖ ಪಾತ್ರ ವಹಿಸುತ್ತದೆ. ಜನಸಂಖ್ಯೆಗೆ ಅನುಗುಣವಾಗಿ ಮೀಸಲಾತಿ ಪ್ರಮಾಣ ಹೆಚ್ಚಿಸಬೇಕೆಂಬ ಬೇಡಿಕೆ ಬಗ್ಗೆ ಆಯೋಗ ಸಮಗ್ರ ವರದಿ ಸಲ್ಲಿಸಲಿದೆ ಎಂದರು. — [298, 371, 422, 409]
lead-body-column-3 — [550, 402, 668, 664]
story-body: ಹೊಸದಾಗಿ ಸಚಿವರಾದವರಿಗೆ ಪ್ರಮುಖ ಖಾತೆ ನೀಡಿದ ಬಗ್ಗೆ ಹಿರಿಯ ಶಾಸಕರಲ್ಲಿ ಅಸಮಾಧಾನ ವ್ಯಕ್ತವಾಗಿದೆ. ಮೂಲ ಬಿಜೆಪಿ ಶಾಸಕರು ತಮಗೆ ಅವಕಾಶ ಸಿಗಲಿಲ್ಲ ಎಂದು ಬೇಸರ ವ್ಯಕ್ತಪಡಿಸಿದ್ದು, ಹೈಕಮಾಂಡ್ ಗಮನಕ್ಕೆ ತರಲು ನಿರ್ಧರಿಸಿದ್ದಾರೆ. — [84, 277, 292, 300]
dgp-text: ದಕ್ಷಿಣ ವಲಯ ಐಜಿಪಿ ವಿಪುಲ್ ಕುಮಾರ್, ನಗರ ಪೊಲೀಸ್ ಆಯುಕ್ತ ಕೆ.ಟಿ.ಬಾಲಕೃಷ್ಣ, ಎಸ್ಪಿ ಸಿ.ಬಿ.ರಿಷ್ಯಂತ್ ಸೇರಿದಂತೆ ವಿವಿಧ ಜಿಲ್ಲೆಗಳ ಅಧಿಕಾರಿಗಳು ಸಭೆಯಲ್ಲಿ ಭಾಗವಹಿಸಿದ್ದರು. — [400, 1161, 504, 1192]
workshop-headline — [298, 667, 476, 702]
phd-headline: ಪಿಹೆಚ್.ಡಿ ಪದವಿ — [674, 755, 822, 769]
lead-kicker: ಪರಿಶಿಷ್ಟ ಜಾತಿ, ಪಂಗಡ ಮೀಸಲಾತಿ ಪ್ರಮಾಣ ಹೆಚ್ಚಳ ಸಂಬಂಧ ಅಹವಾಲು ಸ್ವೀಕಾರ — [305, 123, 590, 136]
dgp-text: ದಕ್ಷಿಣ ವಲಯ ಐಜಿಪಿ ವಿಪುಲ್ ಕುಮಾರ್, ನಗರ ಪೊಲೀಸ್ ಆಯುಕ್ತ ಕೆ.ಟಿ.ಬಾಲಕೃಷ್ಣ, ಎಸ್ಪಿ ಸಿ.ಬಿ.ರಿಷ್ಯಂತ್ ಸೇರಿದಂತೆ ವಿವಿಧ ಜಿಲ್ಲೆಗಳ ಅಧಿಕಾರಿಗಳು ಸಭೆಯಲ್ಲಿ ಭಾಗವಹಿಸಿದ್ದರು. — [724, 926, 822, 956]
lead-body: ಮೈಸೂರು,ಫೆ.10(ಆರ್‌ಕೆ)- ಮೀಸಲಾತಿ ಮಾನವ ಹಕ್ಕಾಗಿ ಪರಿಣಮಿಸಿದೆ ಎಂದು ನಿವೃತ್ತ ನ್ಯಾಯಮೂರ್ತಿ ಎಚ್.ಎನ್.ನಾಗಮೋಹನದಾಸ್ ಅಭಿಪ್ರಾಯಪಟ್ಟರು. ನಗರದ ಕಲಾಮಂದಿರದಲ್ಲಿ ಪರಿಶಿಷ್ಟ ಜಾತಿ ಮತ್ತು ಪರಿಶಿಷ್ಟ ಪಂಗಡದ ಮೀಸಲಾತಿ ಪ್ರಮಾಣ ಹೆಚ್ಚಳ ಕುರಿತು ಸಾರ್ವಜನಿಕರಿಂದ ಅಹವಾಲು ಸ್ವೀಕರಿಸಿ ಅವರು ಮಾತನಾಡಿದರು. — [428, 474, 546, 520]
lead-body-column — [298, 204, 422, 664]
story-body: ನಗರಸಭೆ ಚುನಾವಣೆಯಲ್ಲಿ ಸ್ಪರ್ಧಿಸಿದ್ದ ಜೆಡಿಎಸ್ ಅಭ್ಯರ್ಥಿ ಹೃದಯಾಘಾತದಿಂದ ನಿಧನರಾಗಿದ್ದು, ಕುಟುಂಬ ವರ್ಗ ಹಾಗೂ ಕಾರ್ಯಕರ್ತರಲ್ಲಿ ಶೋಕ ಮಡುಗಟ್ಟಿದೆ. — [84, 390, 292, 405]
lead-headline-line2: ನ್ಯಾಯಮೂರ್ತಿ ನಾಗಮೋಹನದಾಸ್ ಪ್ರತಿಪಾದನೆ — [362, 172, 758, 201]
lead-body: ಸಂವಿಧಾನದ ಆಶಯದಂತೆ ಎಲ್ಲರಿಗೂ ಸಮಾನ ಅವಕಾಶ ದೊರೆಯಬೇಕು. ಸಾಮಾಜಿಕ ನ್ಯಾಯದ ಪರಿಕಲ್ಪನೆಯಲ್ಲಿ ಮೀಸಲಾತಿ ಪ್ರಮುಖ ಪಾತ್ರ ವಹಿಸುತ್ತದೆ. ಜನಸಂಖ್ಯೆಗೆ ಅನುಗುಣವಾಗಿ ಮೀಸಲಾತಿ ಪ್ರಮಾಣ ಹೆಚ್ಚಿಸಬೇಕೆಂಬ ಬೇಡಿಕೆ ಬಗ್ಗೆ ಆಯೋಗ ಸಮಗ್ರ ವರದಿ ಸಲ್ಲಿಸಲಿದೆ ಎಂದರು. — [428, 402, 546, 440]
dgp-text: ಜಿಲ್ಲೆಗಳಲ್ಲಿನ ಕಾನೂನು ಸುವ್ಯವಸ್ಥೆ, ಅಪರಾಧ ಪ್ರಕರಣಗಳ ಪತ್ತೆ, ಬಾಕಿ ಇರುವ ಪ್ರಕರಣಗಳ ವಿಲೇವಾರಿ ಕುರಿತು ಸಮಗ್ರ ಮಾಹಿತಿ ಪಡೆದುಕೊಂಡರು. ಸಾರ್ವಜನಿಕರೊಂದಿಗೆ ಸೌಜನ್ಯದಿಂದ ವರ್ತಿಸುವಂತೆ ಸೂಚಿಸಿದರು. — [616, 1194, 720, 1232]
dgp-text: ಮೈಸೂರು, ಫೆ.10(ಆರ್‌ಕೆ)- ರಾಜ್ಯ ಪೊಲೀಸ್ ಮಹಾನಿರ್ದೇಶಕರಾಗಿ ಅಧಿಕಾರ ವಹಿಸಿಕೊಂಡ ನಂತರ ಪ್ರವೀಣ್ ಸೂದ್ ಅವರು ಮೊದಲ ಬಾರಿಗೆ ಮೈಸೂರಿನಲ್ಲಿ ದಕ್ಷಿಣ ವಲಯ ವ್ಯಾಪ್ತಿಯ ಪೊಲೀಸ್ ವರಿಷ್ಠಾಧಿಕಾರಿಗಳ ಸಭೆ ನಡೆಸಿದರು. — [616, 1154, 720, 1192]
phd-text: ಮೈಸೂರು,ಫೆ.10-ಎಂ.ಮಂಜುನಾಥ ಅವರು ಮಂಡಿಸಿದ ಸಂಶೋಧನಾ ಪ್ರಬಂಧಕ್ಕೆ ಮೈಸೂರು ವಿಶ್ವವಿದ್ಯಾನಿಲಯ ಪಿಹೆಚ್.ಡಿ ಪದವಿ ನೀಡಿದೆ. — [674, 785, 822, 800]
dgp-text: ಮಾದಕ ವಸ್ತು ಮಾರಾಟ ಜಾಲ ಪತ್ತೆಹಚ್ಚಲು ವಿಶೇಷ ತಂಡ ರಚಿಸಬೇಕು. ಸೈಬರ್ ಅಪರಾಧ ತಡೆಗೆ ಆದ್ಯತೆ ನೀಡಬೇಕು ಎಂದು ಸಲಹೆ ನೀಡಿದರು. — [298, 1038, 394, 1061]
page-header — [84, 92, 821, 116]
dgp-text: ಜಿಲ್ಲೆಗಳಲ್ಲಿನ ಕಾನೂನು ಸುವ್ಯವಸ್ಥೆ, ಅಪರಾಧ ಪ್ರಕರಣಗಳ ಪತ್ತೆ, ಬಾಕಿ ಇರುವ ಪ್ರಕರಣಗಳ ವಿಲೇವಾರಿ ಕುರಿತು ಸಮಗ್ರ ಮಾಹಿತಿ ಪಡೆದುಕೊಂಡರು. ಸಾರ್ವಜನಿಕರೊಂದಿಗೆ ಸೌಜನ್ಯದಿಂದ ವರ್ತಿಸುವಂತೆ ಸೂಚಿಸಿದರು. — [298, 1103, 394, 1141]
bullet-line: ● ಕಾನೂನು ಸುವ್ಯವಸ್ಥೆ ನಿಯಂತ್ರಣ ● ಅಪರಾಧ ತಡೆ ಮತ್ತು ಪತ್ತೆ — [403, 929, 592, 939]
dgp-text: ಮಾದಕ ವಸ್ತು ಮಾರಾಟ ಜಾಲ ಪತ್ತೆಹಚ್ಚಲು ವಿಶೇಷ ತಂಡ ರಚಿಸಬೇಕು. ಸೈಬರ್ ಅಪರಾಧ ತಡೆಗೆ ಆದ್ಯತೆ ನೀಡಬೇಕು ಎಂದು ಸಲಹೆ ನೀಡಿದರು. — [724, 958, 822, 981]
right-body: ಎಸ್‌ಸಿಗೆ ಶೇ.17.15 ಮತ್ತು ಎಸ್‌ಟಿಗೆ ಶೇ.6.95ರಷ್ಟು ಮೀಸಲಾತಿ ನೀಡಬೇಕು. ಬಡ್ತಿ ಮೀಸಲಾತಿ ಸಮರ್ಪಕವಾಗಿ ಜಾರಿಯಾಗಬೇಕು ಎಂದು ಆಗ್ರಹಿಸಿದರು. — [674, 295, 822, 319]
workshop-text: ಮೈಸೂರು, ಫೆ.10- ಕರ್ನಾಟಕ ಸರ್ಕಾರ ಅಂತರ್ಜಲ ನಿರ್ದೇಶನಾಲಯದ ವತಿಯಿಂದ ಅಂತರ್ಜಲ ನಿರ್ವಹಣೆ ಕುರಿತು ಜನ ಜಾಗೃತಿ ಶಿಬಿರವನ್ನು ಫೆ.12ರಂದು ಆಯೋಜಿಸಲಾಗಿದೆ. ರೈತರು ಹಾಗೂ ಸಾರ್ವಜನಿಕರು ಪಾಲ್ಗೊಳ್ಳುವಂತೆ ಕೋರಲಾಗಿದೆ. — [392, 765, 476, 818]
dgp-bullets — [397, 924, 717, 968]
dgp-body-left — [298, 926, 394, 1260]
dgp-text: ಮೈಸೂರು, ಫೆ.10(ಆರ್‌ಕೆ)- ರಾಜ್ಯ ಪೊಲೀಸ್ ಮಹಾನಿರ್ದೇಶಕರಾಗಿ ಅಧಿಕಾರ ವಹಿಸಿಕೊಂಡ ನಂತರ ಪ್ರವೀಣ್ ಸೂದ್ ಅವರು ಮೊದಲ ಬಾರಿಗೆ ಮೈಸೂರಿನಲ್ಲಿ ದಕ್ಷಿಣ ವಲಯ ವ್ಯಾಪ್ತಿಯ ಪೊಲೀಸ್ ವರಿಷ್ಠಾಧಿಕಾರಿಗಳ ಸಭೆ ನಡೆಸಿದರು. — [298, 926, 394, 964]
headline-line: ನಾಳೆ ಅಂತರ್ಜಲ ನಿರ್ವಹಣೆ — [338, 671, 436, 684]
dgp-text: ದಕ್ಷಿಣ ವಲಯ ಐಜಿಪಿ ವಿಪುಲ್ ಕುಮಾರ್, ನಗರ ಪೊಲೀಸ್ ಆಯುಕ್ತ ಕೆ.ಟಿ.ಬಾಲಕೃಷ್ಣ, ಎಸ್ಪಿ ಸಿ.ಬಿ.ರಿಷ್ಯಂತ್ ಸೇರಿದಂತೆ ವಿವಿಧ ಜಿಲ್ಲೆಗಳ ಅಧಿಕಾರಿಗಳು ಸಭೆಯಲ್ಲಿ ಭಾಗವಹಿಸಿದ್ದರು. — [724, 1063, 822, 1093]
dgp-deck: ಮೈಸೂರಲ್ಲಿ ದಕ್ಷಿಣ ವಲಯ ಇಲಾಖಾ ವರಿಷ್ಠಾಧಿಕಾರಿಗಳೊಂದಿಗೆ — [296, 846, 822, 876]
section-title: ಮೈಸೂರು ನಗರ — [133, 94, 218, 112]
story-body: ಪ್ರಕ್ರಿಯೆಯಲ್ಲಿ ಒಟ್ಟು 150 ಪೋಲಿಂಗ್ ಸ್ಟೇಷನ್ ಗಳಲ್ಲಿ ಮತದಾನ ನಡೆದಿದ್ದು, ಮತ ಎಣಿಕೆ ಆರಂಭವಾದ ಒಂದೇ ಗಂಟೆಯಲ್ಲಿ ಫಲಿತಾಂಶ ಪ್ರಕಟವಾಯಿತು. ಒಟ್ಟು 5,265 ಮತಗಳು ಚಲಾವಣೆಯಾಗಿದ್ದವು. — [84, 341, 292, 356]
story-headline: ಒಂದೇ ಗಂಟೆಯಲ್ಲಿ ಫಲಿತಾಂಶ ಪ್ರಕಟ — [84, 329, 200, 341]
dgp-text: ಮೈಸೂರು, ಫೆ.10(ಆರ್‌ಕೆ)- ರಾಜ್ಯ ಪೊಲೀಸ್ ಮಹಾನಿರ್ದೇಶಕರಾಗಿ ಅಧಿಕಾರ ವಹಿಸಿಕೊಂಡ ನಂತರ ಪ್ರವೀಣ್ ಸೂದ್ ಅವರು ಮೊದಲ ಬಾರಿಗೆ ಮೈಸೂರಿನಲ್ಲಿ ದಕ್ಷಿಣ ವಲಯ ವ್ಯಾಪ್ತಿಯ ಪೊಲೀಸ್ ವರಿಷ್ಠಾಧಿಕಾರಿಗಳ ಸಭೆ ನಡೆಸಿದರು. — [724, 983, 822, 1021]
dgp-body-right — [724, 926, 822, 1260]
accident-photo — [482, 726, 560, 778]
story-body: ಮೈಸೂರು ವಿಮಾನ ನಿಲ್ದಾಣದಲ್ಲಿರುವ ಹೆಲಿಕಾಪ್ಟರ್ ನೆಲೆಯನ್ನು ಸ್ಥಳಾಂತರಿಸುವ ಪ್ರಸ್ತಾಪವಿಲ್ಲ ಎಂದು ಅಧಿಕಾರಿಗಳು ಸ್ಪಷ್ಟಪಡಿಸಿದ್ದಾರೆ. ವಿಮಾನ ನಿಲ್ದಾಣ ವಿಸ್ತರಣೆ ಕಾಮಗಾರಿ ಶೀಘ್ರದಲ್ಲೇ ಆರಂಭವಾಗಲಿದೆ. — [84, 588, 292, 604]
dgp-photo-caption: ನಗರದ ಜಿಲ್ಲಾ ಪ್ರಾಂಗಣದಲ್ಲಿ ಡಿಜಿಪಿ ಪ್ರವೀಣ್ ಸೂದ್ ಅಧಿಕಾರಿಗಳ ಸಭೆ ನಡೆಸಿದರು. — [480, 1089, 638, 1096]
page-number-box — [84, 92, 126, 114]
accident-text: ಬೆಂಗಳೂರು, ಫೆ.10- ಕಟ್ಟಡ ನಿರ್ಮಾಣಕ್ಕಾಗಿ ಪಾಯ ತೆಗೆಯುತ್ತಿದ್ದ ವೇಳೆ ಮಣ್ಣು ಕುಸಿದು ಇಬ್ಬರು ಕಾರ್ಮಿಕರು ಸ್ಥಳದಲ್ಲೇ ಸಾವನ್ನಪ್ಪಿದ್ದಾರೆ. ಸ್ಥಳಕ್ಕೆ ಪೊಲೀಸರು ಭೇಟಿ ನೀಡಿ ಪರಿಶೀಲನೆ ನಡೆಸಿದರು. ಪ್ರಕರಣ ದಾಖಲಾಗಿದೆ. — [482, 782, 560, 827]
